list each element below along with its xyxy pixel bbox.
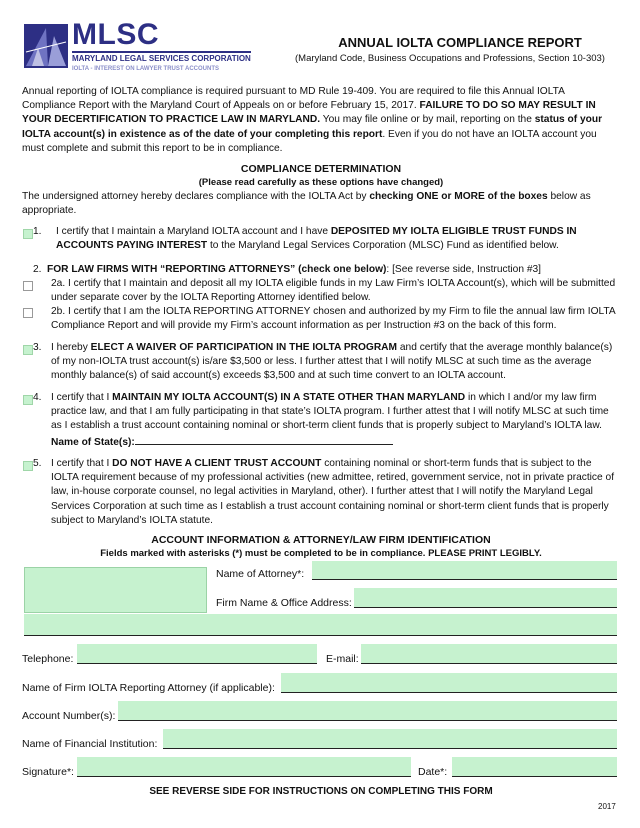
form-year: 2017 bbox=[598, 802, 616, 811]
account-heading: ACCOUNT INFORMATION & ATTORNEY/LAW FIRM IDENTIFICATION bbox=[151, 534, 491, 546]
option-3-checkbox[interactable] bbox=[23, 345, 33, 355]
telephone-input[interactable] bbox=[77, 644, 317, 664]
report-title: ANNUAL IOLTA COMPLIANCE REPORT bbox=[338, 35, 582, 50]
option-5-text: I certify that I DO NOT HAVE A CLIENT TRUST ACCOUNT containing nominal or short-term funds that is subject to the IOLTA requirement because of my professional activities (new admittee, retired, government service, not in private practice of law, in-house corporate counsel, no legal activities in Maryland, other). I further attest that I will notify the Maryland Legal Services Corporation at such time as I establish a trust account containing nominal or short-term client funds that is properly subject to Maryland’s IOLTA statute. bbox=[51, 458, 615, 526]
option-2b-checkbox[interactable] bbox=[23, 308, 33, 318]
attorney-name-input[interactable] bbox=[312, 561, 617, 580]
attorney-info-box[interactable] bbox=[24, 567, 207, 613]
option-2b-text: 2b. I certify that I am the IOLTA REPORTING ATTORNEY chosen and authorized by my Firm to file the annual law firm IOLTA Compliance Report and will provide my Firm’s account information as per Instruction #3 on the back of this form. bbox=[51, 306, 616, 332]
date-label: Date*: bbox=[418, 766, 448, 778]
option-4-checkbox[interactable] bbox=[23, 395, 33, 405]
option-3-number: 3. bbox=[33, 342, 42, 353]
option-1-text: I certify that I maintain a Maryland IOLTA account and I have DEPOSITED MY IOLTA ELIGIBLE TRUST FUNDS IN ACCOUNTS PAYING INTEREST to the Maryland Legal Services Corporation (MLSC) Fund as identified below. bbox=[56, 226, 577, 252]
compliance-heading: COMPLIANCE DETERMINATION bbox=[240, 163, 402, 175]
firm-label: Firm Name & Office Address: bbox=[216, 597, 352, 609]
state-input[interactable] bbox=[135, 434, 393, 445]
option-2a-checkbox[interactable] bbox=[23, 281, 33, 291]
logo-tagline: IOLTA - INTEREST ON LAWYER TRUST ACCOUNTS bbox=[72, 66, 219, 72]
account-number-input[interactable] bbox=[118, 701, 617, 721]
signature-input[interactable] bbox=[77, 757, 411, 777]
option-2a-text: 2a. I certify that I maintain and deposit all my IOLTA eligible funds in my Law Firm’s IOLTA Account(s), which will be submitted under separate cover by the IOLTA Reporting Attorney identified below. bbox=[51, 278, 616, 304]
option-4-number: 4. bbox=[33, 392, 42, 403]
option-3-text: I hereby ELECT A WAIVER OF PARTICIPATION IN THE IOLTA PROGRAM and certify that the average monthly balance(s) of my non-IOLTA trust account(s) is/are $3,500 or less. I further attest that I will notify MLSC at such time as the average monthly balance(s) of said account(s) exceeds $3,500 and at such time convert to an IOLTA account. bbox=[51, 342, 613, 382]
account-note: Fields marked with asterisks (*) must be completed to be in compliance. PLEASE PRINT LEGIBLY. bbox=[100, 548, 542, 559]
declaration-text: The undersigned attorney hereby declares compliance with the IOLTA Act by checking ONE or MORE of the boxes below as appropriate. bbox=[22, 191, 591, 217]
signature-label: Signature*: bbox=[22, 766, 74, 778]
state-label: Name of State(s): bbox=[51, 436, 135, 448]
report-subtitle: (Maryland Code, Business Occupations and Professions, Section 10-303) bbox=[295, 53, 605, 64]
reporting-attorney-label: Name of Firm IOLTA Reporting Attorney (if applicable): bbox=[22, 682, 275, 694]
account-number-label: Account Number(s): bbox=[22, 710, 116, 722]
option-5-checkbox[interactable] bbox=[23, 461, 33, 471]
logo-name: MLSC bbox=[72, 18, 159, 51]
option-1-checkbox[interactable] bbox=[23, 229, 33, 239]
option-5-number: 5. bbox=[33, 458, 42, 469]
option-2-heading: FOR LAW FIRMS WITH “REPORTING ATTORNEYS” (check one below): [See reverse side, Instruction #3] bbox=[47, 264, 541, 275]
institution-input[interactable] bbox=[163, 729, 617, 749]
telephone-label: Telephone: bbox=[22, 653, 74, 665]
reporting-attorney-input[interactable] bbox=[281, 673, 617, 693]
logo-corporation: MARYLAND LEGAL SERVICES CORPORATION bbox=[72, 51, 251, 63]
option-1-number: 1. bbox=[33, 226, 42, 237]
compliance-note: (Please read carefully as these options have changed) bbox=[198, 177, 444, 188]
institution-label: Name of Financial Institution: bbox=[22, 738, 158, 750]
attorney-label: Name of Attorney*: bbox=[216, 568, 305, 580]
footer-instructions-note: SEE REVERSE SIDE FOR INSTRUCTIONS ON COMPLETING THIS FORM bbox=[149, 786, 493, 797]
email-label: E-mail: bbox=[326, 653, 359, 665]
intro-paragraph: Annual reporting of IOLTA compliance is required pursuant to MD Rule 19-409. You are required to file this Annual IOLTA Compliance Report with the Maryland Court of Appeals on or before February 15, 2017. FAILURE TO DO SO MAY RESULT IN YOUR DECERTIFICATION TO PRACTICE LAW IN MARYLAND. You may file online or by mail, reporting on the status of your IOLTA account(s) in existence as of the date of your completing this report. Even if you do not have an IOLTA account you must complete and submit this report to be in compliance. bbox=[22, 86, 603, 154]
date-input[interactable] bbox=[452, 757, 617, 777]
option-4-text: I certify that I MAINTAIN MY IOLTA ACCOUNT(S) IN A STATE OTHER THAN MARYLAND in which I and/or my law firm practice law, and that I am fully participating in that state’s IOLTA program. I further attest that I will notify MLSC at such time as I establish a trust account containing nominal or short-term client funds that is properly subject to Maryland’s IOLTA law. Name of State(s): bbox=[51, 392, 609, 448]
email-input[interactable] bbox=[361, 644, 617, 664]
firm-address-line2-input[interactable] bbox=[24, 614, 617, 636]
scales-logo-icon bbox=[24, 22, 68, 70]
firm-address-input[interactable] bbox=[354, 588, 617, 608]
mlsc-logo bbox=[24, 18, 251, 74]
option-2-number: 2. bbox=[33, 264, 42, 275]
